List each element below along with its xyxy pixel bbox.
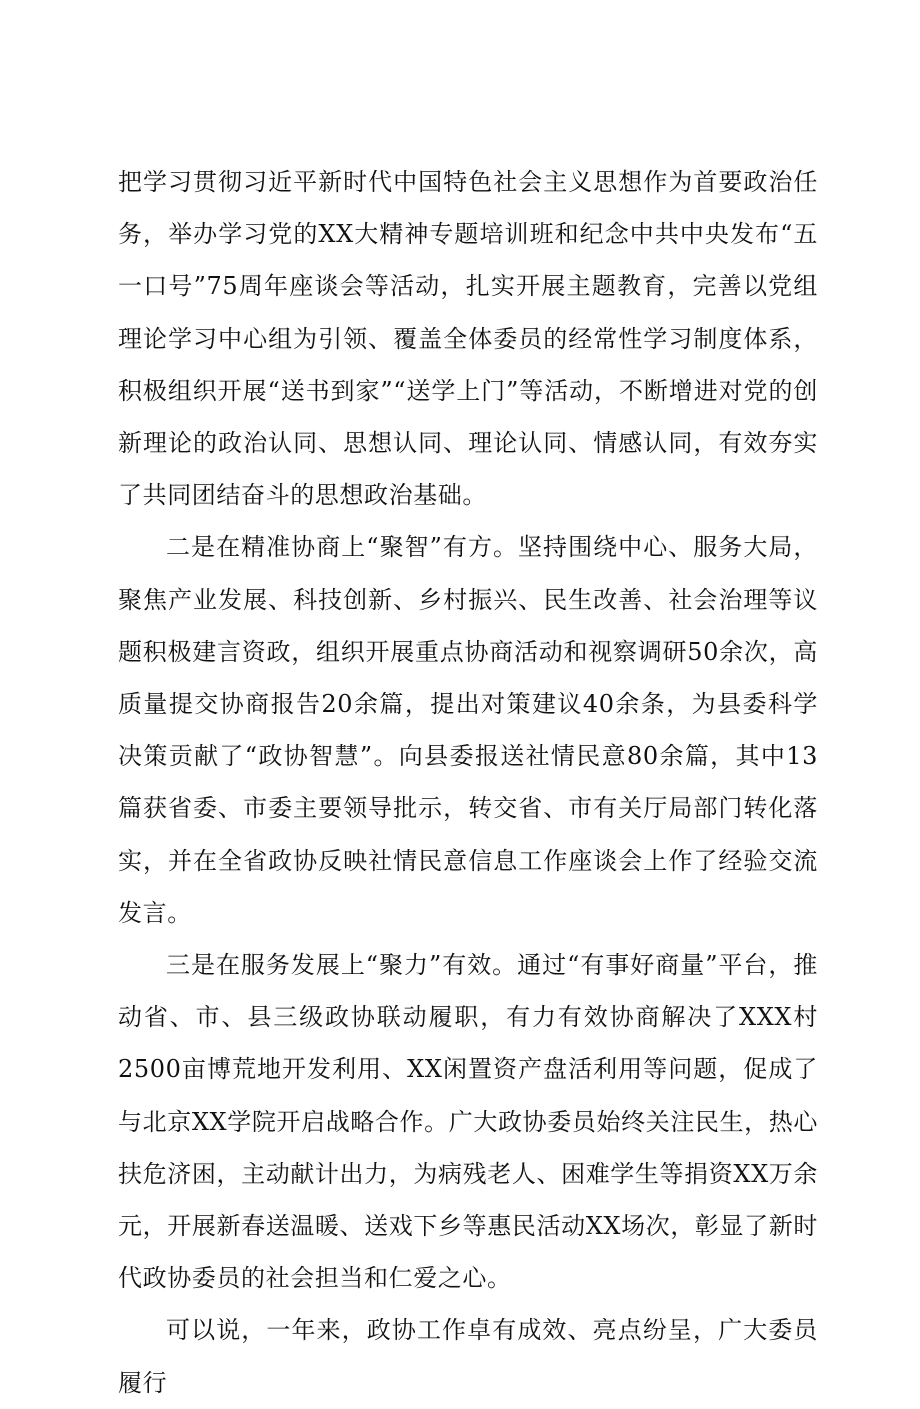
paragraph-service-development: 三是在服务发展上“聚力”有效。通过“有事好商量”平台，推动省、市、县三级政协联动履职，有力有效协商解决了XXX村2500亩博荒地开发利用、XX闲置资产盘活利用等问题，促成了与北京XX学院开启战略合作。广大政协委员始终关注民生，热心扶危济困，主动献计出力，为病残老人、困难学生等捐资XX万余元，开展新春送温暖、送戏下乡等惠民活动XX场次，彰显了新时代政协委员的社会担当和仁爱之心。 <box>118 951 818 1293</box>
document-body <box>118 156 818 1409</box>
paragraph-summary: 可以说，一年来，政协工作卓有成效、亮点纷呈，广大委员履行 <box>118 1316 818 1397</box>
paragraph-consultation: 二是在精准协商上“聚智”有方。坚持围绕中心、服务大局，聚焦产业发展、科技创新、乡村振兴、民生改善、社会治理等议题积极建言资政，组织开展重点协商活动和视察调研50余次，高质量提交协商报告20余篇，提出对策建议40余条，为县委科学决策贡献了“政协智慧”。向县委报送社情民意80余篇，其中13篇获省委、市委主要领导批示，转交省、市有关厅局部门转化落实，并在全省政协反映社情民意信息工作座谈会上作了经验交流发言。 <box>118 533 818 927</box>
paragraph-study-continuation: 把学习贯彻习近平新时代中国特色社会主义思想作为首要政治任务，举办学习党的XX大精神专题培训班和纪念中共中央发布“五一口号”75周年座谈会等活动，扎实开展主题教育，完善以党组理论学习中心组为引领、覆盖全体委员的经常性学习制度体系，积极组织开展“送书到家”“送学上门”等活动，不断增进对党的创新理论的政治认同、思想认同、理论认同、情感认同，有效夯实了共同团结奋斗的思想政治基础。 <box>118 168 818 510</box>
